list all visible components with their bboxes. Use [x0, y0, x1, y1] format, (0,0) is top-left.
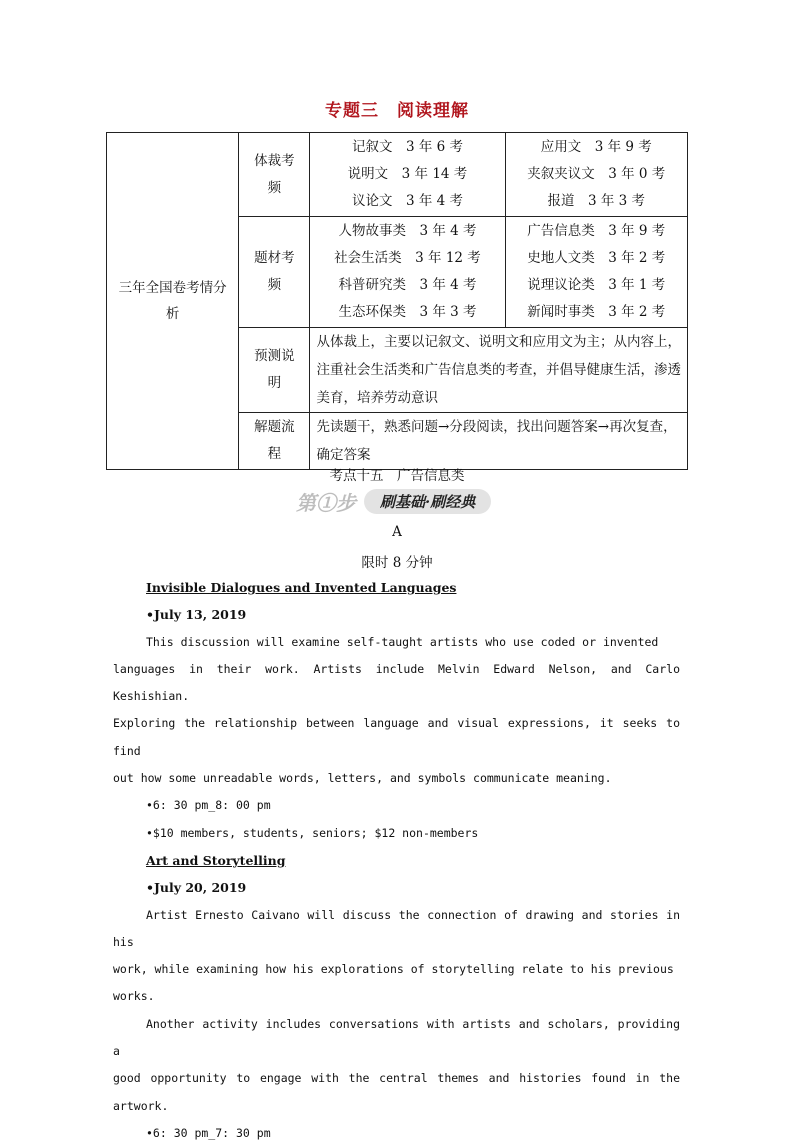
- text-line: Artist Ernesto Caivano will discuss the connection of drawing and stories in his: [113, 907, 680, 949]
- passage-body: [113, 574, 680, 1147]
- genre-label-line: 频: [267, 179, 282, 196]
- text-line: This discussion will examine self-taught artists who use coded or invented: [146, 634, 659, 649]
- event-time: •6: 30 pm_8: 00 pm: [146, 798, 271, 813]
- event-date: •July 20, 2019: [146, 880, 247, 896]
- topic-label-line: 频: [267, 277, 282, 293]
- process-text-line: 确定答案: [316, 447, 371, 463]
- topic-left-cell: [310, 217, 505, 328]
- topic-right-cell: [505, 217, 688, 328]
- genre-left-cell: [310, 133, 505, 217]
- analysis-label-cell: [107, 133, 239, 470]
- topic-item: 人物故事类 3 年 4 考: [338, 223, 477, 239]
- process-label-line: 解题流: [254, 419, 295, 435]
- prediction-text-line: 美育，培养劳动意识: [316, 390, 438, 406]
- text-line: out how some unreadable words, letters, and symbols communicate meaning.: [113, 771, 612, 786]
- genre-item: 记叙文 3 年 6 考: [351, 139, 464, 155]
- genre-label-line: 体裁考: [254, 152, 295, 169]
- prediction-text-line: 注重社会生活类和广告信息类的考查，并倡导健康生活，渗透: [316, 362, 681, 378]
- topic-label-cell: [239, 217, 310, 328]
- prediction-label-line: 明: [267, 375, 282, 391]
- event-description: [113, 902, 680, 1120]
- prediction-label-cell: [239, 328, 310, 413]
- time-limit: 限时 8 分钟: [361, 555, 433, 571]
- text-line: Another activity includes conversations with artists and scholars, providing a: [113, 1016, 680, 1059]
- process-label-cell: [239, 413, 310, 470]
- analysis-label-line: 三年全国卷考情分: [118, 280, 227, 296]
- process-text-line: 先读题干，熟悉问题→分段阅读，找出问题答案→再次复查，: [316, 419, 677, 435]
- event-price: •$10 members, students, seniors; $12 non-members: [146, 825, 479, 840]
- genre-item: 报道 3 年 3 考: [547, 193, 646, 209]
- step-label: 第①步: [296, 490, 356, 515]
- genre-item: 夹叙夹议文 3 年 0 考: [527, 166, 666, 182]
- step-pill: 刷基础·刷经典: [364, 489, 491, 514]
- text-line: work, while examining how his explorations of storytelling relate to his previous: [113, 962, 674, 977]
- prediction-label-line: 预测说: [254, 348, 295, 364]
- topic-item: 史地人文类 3 年 2 考: [527, 250, 666, 266]
- genre-label-cell: [239, 133, 310, 217]
- event-heading: Art and Storytelling: [146, 852, 286, 868]
- step-banner: [296, 488, 491, 514]
- genre-item: 说明文 3 年 14 考: [347, 166, 468, 182]
- event-description: [113, 629, 680, 793]
- event-date: •July 13, 2019: [146, 607, 247, 623]
- topic-item: 社会生活类 3 年 12 考: [334, 250, 481, 266]
- topic-label-line: 题材考: [254, 250, 295, 266]
- event-heading: Invisible Dialogues and Invented Languages: [146, 580, 457, 595]
- genre-item: 议论文 3 年 4 考: [351, 193, 464, 209]
- text-line: Exploring the relationship between language and visual expressions, it seeks to find: [113, 716, 680, 758]
- topic-item: 说理议论类 3 年 1 考: [527, 277, 666, 293]
- analysis-label-line: 析: [165, 306, 180, 322]
- section-title: 考点十五 广告信息类: [329, 468, 465, 484]
- event-time: •6: 30 pm_7: 30 pm: [146, 1125, 271, 1140]
- genre-item: 应用文 3 年 9 考: [540, 139, 652, 155]
- text-line: works.: [113, 989, 155, 1004]
- exam-stats-table: [106, 132, 688, 470]
- passage-label: A: [392, 524, 402, 540]
- text-line: languages in their work. Artists include Melvin Edward Nelson, and Carlo Keshishian.: [113, 661, 680, 704]
- topic-item: 广告信息类 3 年 9 考: [527, 223, 666, 239]
- topic-item: 新闻时事类 3 年 2 考: [527, 304, 666, 320]
- text-line: good opportunity to engage with the central themes and histories found in the artwork.: [113, 1071, 680, 1113]
- process-label-line: 程: [267, 446, 282, 462]
- prediction-text-cell: [310, 328, 688, 413]
- topic-item: 科普研究类 3 年 4 考: [338, 277, 477, 293]
- topic-item: 生态环保类 3 年 3 考: [338, 304, 477, 320]
- process-text-cell: [310, 413, 688, 470]
- page-title: 专题三 阅读理解: [325, 101, 469, 121]
- prediction-text-line: 从体裁上，主要以记叙文、说明文和应用文为主；从内容上，: [316, 334, 681, 350]
- genre-right-cell: [505, 133, 688, 217]
